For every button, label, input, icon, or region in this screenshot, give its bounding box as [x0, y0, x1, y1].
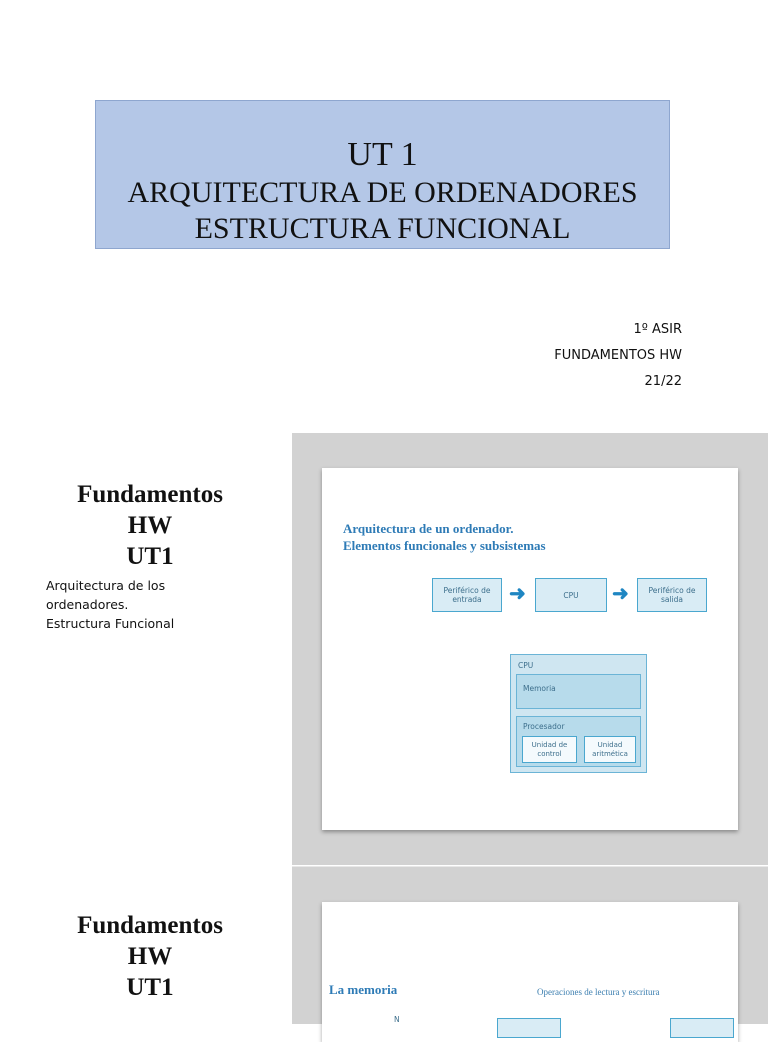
- slide-1-note-1: Arquitectura de los ordenadores.: [46, 578, 166, 612]
- right-arrow-icon: ➜: [509, 583, 526, 605]
- slide-1-title-line1: Fundamentos: [77, 481, 223, 508]
- cover-title-box: [95, 100, 670, 249]
- control-unit-box: Unidad de control: [522, 736, 577, 763]
- slide-1-title: [20, 479, 280, 572]
- slide-1-title-line3: UT1: [126, 543, 174, 570]
- memory-n-label: N: [394, 1015, 400, 1024]
- cpu-container-label: CPU: [518, 661, 534, 670]
- slide-2-title-line2: HW: [127, 943, 173, 970]
- memory-diagram-box-1: [497, 1018, 561, 1038]
- slide-2-title: [20, 910, 280, 1003]
- slide-1-note-2: Estructura Funcional: [46, 616, 175, 631]
- cover-subject: FUNDAMENTOS HW: [554, 348, 682, 363]
- memory-subheading: Operaciones de lectura y escritura: [537, 987, 660, 997]
- memory-heading: La memoria: [329, 982, 398, 997]
- cpu-box: CPU: [535, 578, 607, 612]
- output-peripheral-box: Periférico de salida: [637, 578, 707, 612]
- memory-box: [516, 674, 641, 709]
- cover-title-line3: ESTRUCTURA FUNCIONAL: [194, 212, 571, 245]
- slide-1-thumbnail-panel[interactable]: [292, 433, 768, 865]
- slide-1-title-line2: HW: [127, 512, 173, 539]
- slide-1-notes: [46, 576, 236, 633]
- cover-course: 1º ASIR: [633, 322, 682, 337]
- diagram-heading-line2: Elementos funcionales y subsistemas: [343, 538, 546, 553]
- diagram-heading-line1: Arquitectura de un ordenador.: [343, 521, 514, 536]
- cover-title-line1: UT 1: [347, 136, 418, 173]
- memory-label: Memoria: [523, 684, 556, 693]
- input-peripheral-box: Periférico de entrada: [432, 578, 502, 612]
- slide-2-title-line1: Fundamentos: [77, 912, 223, 939]
- slide-2-thumbnail-panel[interactable]: [292, 866, 768, 1024]
- cover-title-line2: ARQUITECTURA DE ORDENADORES: [127, 176, 638, 209]
- cpu-container: [510, 654, 647, 773]
- processor-box: [516, 716, 641, 767]
- slide-1-thumbnail[interactable]: [322, 468, 738, 830]
- slide-row-2: [0, 866, 768, 1024]
- slide-2-thumbnail[interactable]: [322, 902, 738, 1042]
- slide-row-1: [0, 433, 768, 866]
- slide-2-title-line3: UT1: [126, 974, 174, 1001]
- processor-label: Procesador: [523, 722, 565, 731]
- memory-diagram-box-2: [670, 1018, 734, 1038]
- alu-box: Unidad aritmética: [584, 736, 636, 763]
- cover-year: 21/22: [644, 374, 682, 389]
- right-arrow-icon: ➜: [612, 583, 629, 605]
- diagram-heading: [343, 520, 546, 554]
